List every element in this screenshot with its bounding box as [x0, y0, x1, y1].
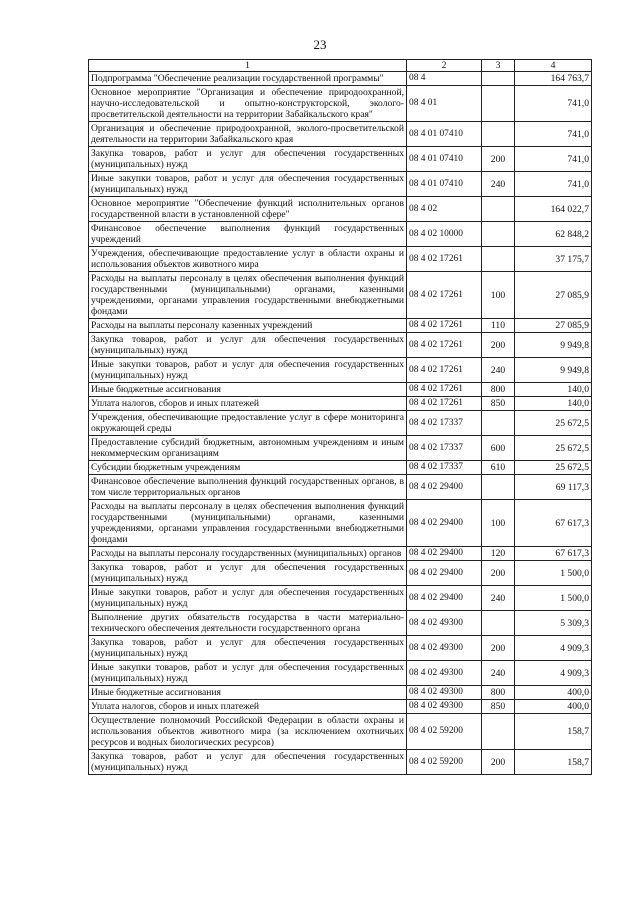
row-name: Основное мероприятие "Организация и обеспечение природоохранной, научно-исследовательской и опытно-конструкторской, эколого-просветительской деятельности на территории Забайкальского края"	[89, 86, 407, 122]
row-amount: 25 672,5	[515, 436, 592, 461]
row-name: Учреждения, обеспечивающие предоставление услуг в области охраны и использования объектов животного мира	[89, 247, 407, 272]
row-code: 08 4 02 29400	[407, 500, 482, 547]
row-amount: 1 500,0	[515, 561, 592, 586]
row-name: Расходы на выплаты персоналу государственных (муниципальных) органов	[89, 547, 407, 561]
row-code: 08 4 02 17337	[407, 461, 482, 475]
table-row	[89, 436, 592, 461]
row-expense-type: 200	[482, 561, 515, 586]
row-code: 08 4 02 17337	[407, 411, 482, 436]
row-code: 08 4 02 59200	[407, 714, 482, 750]
row-name: Подпрограмма "Обеспечение реализации государственной программы"	[89, 72, 407, 86]
row-code: 08 4 02 29400	[407, 547, 482, 561]
header-col-2: 2	[407, 60, 482, 72]
row-expense-type	[482, 72, 515, 86]
row-amount: 9 949,8	[515, 333, 592, 358]
row-code: 08 4 02 29400	[407, 475, 482, 500]
header-col-3: 3	[482, 60, 515, 72]
table-row	[89, 475, 592, 500]
row-name: Закупка товаров, работ и услуг для обеспечения государственных (муниципальных) нужд	[89, 636, 407, 661]
row-name: Выполнение других обязательств государства в части материально-технического обеспечения деятельности государственного органа	[89, 611, 407, 636]
row-amount: 400,0	[515, 700, 592, 714]
row-amount: 4 909,3	[515, 636, 592, 661]
table-row	[89, 172, 592, 197]
row-expense-type: 240	[482, 172, 515, 197]
table-row	[89, 147, 592, 172]
row-name: Закупка товаров, работ и услуг для обеспечения государственных (муниципальных) нужд	[89, 333, 407, 358]
row-name: Учреждения, обеспечивающие предоставление услуг в сфере мониторинга окружающей среды	[89, 411, 407, 436]
row-code: 08 4 02 17261	[407, 333, 482, 358]
row-expense-type	[482, 611, 515, 636]
table-row	[89, 611, 592, 636]
row-code: 08 4 02 17261	[407, 383, 482, 397]
row-expense-type: 850	[482, 700, 515, 714]
row-expense-type: 120	[482, 547, 515, 561]
row-name: Иные закупки товаров, работ и услуг для обеспечения государственных (муниципальных) нужд	[89, 661, 407, 686]
row-expense-type	[482, 122, 515, 147]
table-row	[89, 661, 592, 686]
row-name: Закупка товаров, работ и услуг для обеспечения государственных (муниципальных) нужд	[89, 147, 407, 172]
row-name: Закупка товаров, работ и услуг для обеспечения государственных (муниципальных) нужд	[89, 561, 407, 586]
row-code: 08 4 02 49300	[407, 686, 482, 700]
header-col-1: 1	[89, 60, 407, 72]
row-amount: 27 085,9	[515, 272, 592, 319]
row-code: 08 4 02 59200	[407, 750, 482, 775]
table-row	[89, 247, 592, 272]
row-name: Осуществление полномочий Российской Федерации в области охраны и использования объектов животного мира (за исключением охотничьих ресурсов и водных биологических ресурсов)	[89, 714, 407, 750]
table-row	[89, 319, 592, 333]
row-code: 08 4 02 17261	[407, 319, 482, 333]
table-row	[89, 714, 592, 750]
table-row	[89, 500, 592, 547]
table-row	[89, 333, 592, 358]
row-code: 08 4 02 17337	[407, 436, 482, 461]
row-name: Иные бюджетные ассигнования	[89, 383, 407, 397]
row-name: Предоставление субсидий бюджетным, автономным учреждениям и иным некоммерческим организациям	[89, 436, 407, 461]
row-name: Субсидии бюджетным учреждениям	[89, 461, 407, 475]
header-row	[89, 60, 592, 72]
table-row	[89, 197, 592, 222]
table-row	[89, 700, 592, 714]
row-amount: 67 617,3	[515, 500, 592, 547]
row-expense-type: 100	[482, 500, 515, 547]
row-expense-type: 240	[482, 661, 515, 686]
row-name: Расходы на выплаты персоналу в целях обеспечения выполнения функций государственными (муниципальными) органами, казенными учреждениями, органами управления государственными внебюджетными фондами	[89, 272, 407, 319]
row-code: 08 4	[407, 72, 482, 86]
row-expense-type	[482, 475, 515, 500]
table-row	[89, 547, 592, 561]
row-amount: 741,0	[515, 86, 592, 122]
row-code: 08 4 02 49300	[407, 611, 482, 636]
table-row	[89, 397, 592, 411]
row-expense-type: 200	[482, 750, 515, 775]
row-code: 08 4 02 17261	[407, 358, 482, 383]
row-expense-type: 200	[482, 333, 515, 358]
table-row	[89, 358, 592, 383]
row-amount: 67 617,3	[515, 547, 592, 561]
row-expense-type	[482, 411, 515, 436]
row-code: 08 4 02 10000	[407, 222, 482, 247]
table-row	[89, 561, 592, 586]
row-code: 08 4 02 17261	[407, 247, 482, 272]
table-body	[89, 72, 592, 775]
row-expense-type: 800	[482, 383, 515, 397]
table-row	[89, 686, 592, 700]
row-amount: 164 763,7	[515, 72, 592, 86]
table-row	[89, 636, 592, 661]
row-expense-type	[482, 86, 515, 122]
row-name: Финансовое обеспечение выполнения функций государственных учреждений	[89, 222, 407, 247]
row-amount: 1 500,0	[515, 586, 592, 611]
table-row	[89, 750, 592, 775]
row-expense-type: 240	[482, 358, 515, 383]
table-row	[89, 411, 592, 436]
row-expense-type: 110	[482, 319, 515, 333]
row-expense-type	[482, 714, 515, 750]
row-name: Уплата налогов, сборов и иных платежей	[89, 700, 407, 714]
row-amount: 27 085,9	[515, 319, 592, 333]
row-amount: 37 175,7	[515, 247, 592, 272]
row-expense-type	[482, 197, 515, 222]
row-code: 08 4 01 07410	[407, 147, 482, 172]
row-amount: 140,0	[515, 397, 592, 411]
row-code: 08 4 02 49300	[407, 661, 482, 686]
row-amount: 400,0	[515, 686, 592, 700]
row-amount: 25 672,5	[515, 411, 592, 436]
table-row	[89, 122, 592, 147]
row-code: 08 4 02 17261	[407, 272, 482, 319]
row-code: 08 4 02 29400	[407, 561, 482, 586]
row-code: 08 4 02	[407, 197, 482, 222]
row-amount: 9 949,8	[515, 358, 592, 383]
row-name: Иные закупки товаров, работ и услуг для обеспечения государственных (муниципальных) нужд	[89, 358, 407, 383]
row-expense-type: 240	[482, 586, 515, 611]
row-amount: 69 117,3	[515, 475, 592, 500]
table-row	[89, 86, 592, 122]
row-expense-type: 200	[482, 636, 515, 661]
row-expense-type: 200	[482, 147, 515, 172]
row-code: 08 4 01 07410	[407, 122, 482, 147]
row-amount: 140,0	[515, 383, 592, 397]
row-expense-type: 600	[482, 436, 515, 461]
row-amount: 62 848,2	[515, 222, 592, 247]
row-name: Расходы на выплаты персоналу казенных учреждений	[89, 319, 407, 333]
row-expense-type: 800	[482, 686, 515, 700]
row-expense-type: 850	[482, 397, 515, 411]
row-name: Закупка товаров, работ и услуг для обеспечения государственных (муниципальных) нужд	[89, 750, 407, 775]
row-code: 08 4 01 07410	[407, 172, 482, 197]
header-col-4: 4	[515, 60, 592, 72]
row-expense-type	[482, 247, 515, 272]
row-amount: 741,0	[515, 147, 592, 172]
row-code: 08 4 02 49300	[407, 636, 482, 661]
row-expense-type: 100	[482, 272, 515, 319]
row-amount: 164 022,7	[515, 197, 592, 222]
table-row	[89, 461, 592, 475]
row-amount: 158,7	[515, 750, 592, 775]
table-row	[89, 586, 592, 611]
row-name: Основное мероприятие "Обеспечение функций исполнительных органов государственной власти в установленной сфере"	[89, 197, 407, 222]
row-expense-type	[482, 222, 515, 247]
row-code: 08 4 02 49300	[407, 700, 482, 714]
row-name: Иные закупки товаров, работ и услуг для обеспечения государственных (муниципальных) нужд	[89, 586, 407, 611]
row-name: Финансовое обеспечение выполнения функций государственных органов, в том числе территориальных органов	[89, 475, 407, 500]
row-name: Расходы на выплаты персоналу в целях обеспечения выполнения функций государственными (муниципальными) органами, казенными учреждениями, органами управления государственными внебюджетными фондами	[89, 500, 407, 547]
row-amount: 158,7	[515, 714, 592, 750]
row-amount: 741,0	[515, 172, 592, 197]
table-row	[89, 72, 592, 86]
budget-table	[88, 59, 592, 775]
table-row	[89, 222, 592, 247]
row-name: Иные бюджетные ассигнования	[89, 686, 407, 700]
table-row	[89, 383, 592, 397]
table-row	[89, 272, 592, 319]
row-code: 08 4 01	[407, 86, 482, 122]
row-code: 08 4 02 17261	[407, 397, 482, 411]
row-amount: 741,0	[515, 122, 592, 147]
page-number: 23	[313, 37, 327, 52]
row-name: Организация и обеспечение природоохранной, эколого-просветительской деятельности на территории Забайкальского края	[89, 122, 407, 147]
row-expense-type: 610	[482, 461, 515, 475]
row-code: 08 4 02 29400	[407, 586, 482, 611]
row-amount: 5 309,3	[515, 611, 592, 636]
row-name: Уплата налогов, сборов и иных платежей	[89, 397, 407, 411]
row-name: Иные закупки товаров, работ и услуг для обеспечения государственных (муниципальных) нужд	[89, 172, 407, 197]
row-amount: 4 909,3	[515, 661, 592, 686]
row-amount: 25 672,5	[515, 461, 592, 475]
